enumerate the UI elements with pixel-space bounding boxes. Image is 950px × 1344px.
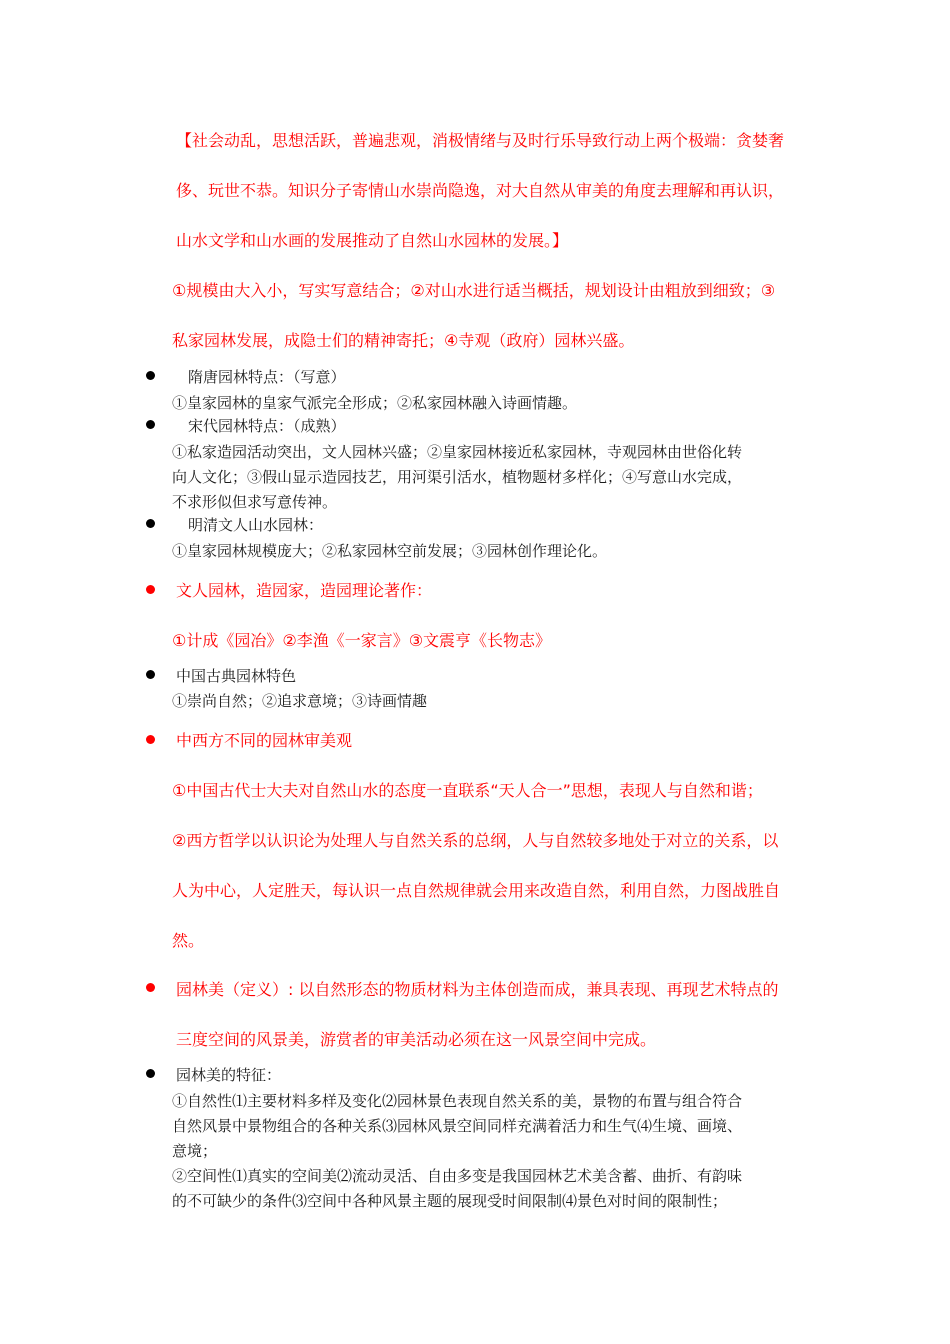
bullet-dot [146,735,155,744]
song-line-3: 不求形似但求写意传神。 [172,493,338,511]
features-line-3: 意境； [172,1142,218,1160]
bullet-dot [146,585,155,594]
song-line-2: 向人文化；③假山显示造园技艺，用河渠引活水，植物题材多样化；④写意山水完成， [172,468,743,486]
intro-line-3: 山水文学和山水画的发展推动了自然山水园林的发展。】 [176,231,569,250]
intro-line-2: 侈、玩世不恭。知识分子寄情山水崇尚隐逸，对大自然从审美的角度去理解和再认识， [176,181,785,200]
song-line-1: ①私家造园活动突出，文人园林兴盛；②皇家园林接近私家园林，寺观园林由世俗化转 [172,443,743,461]
intro-line-5: 私家园林发展，成隐士们的精神寄托；④寺观（政府）园林兴盛。 [172,331,635,350]
garden-beauty-features-title: 园林美的特征： [176,1066,282,1084]
garden-beauty-def-line-1: 园林美（定义）: 以自然形态的物质材料为主体创造而成，兼具表现、再现艺术特点的 [176,980,779,999]
ming-qing-body: ①皇家园林规模庞大；②私家园林空前发展；③园林创作理论化。 [172,542,608,560]
bullet-dot [146,519,155,528]
sui-tang-body: ①皇家园林的皇家气派完全形成；②私家园林融入诗画情趣。 [172,394,578,412]
sui-tang-title: 隋唐园林特点：（写意） [188,368,346,386]
features-line-4: ②空间性⑴真实的空间美⑵流动灵活、自由多变是我国园林艺术美含蓄、曲折、有韵味 [172,1167,743,1185]
intro-line-4: ①规模由大入小，写实写意结合；②对山水进行适当概括，规划设计由粗放到细致；③ [172,281,776,300]
intro-line-1: 【社会动乱，思想活跃，普遍悲观，消极情绪与及时行乐导致行动上两个极端：贪婪奢 [176,131,785,150]
bullet-dot [146,983,155,992]
bullet-dot [146,371,155,380]
bullet-dot [146,670,155,679]
features-line-2: 自然风景中景物组合的各种关系⑶园林风景空间同样充满着活力和生气⑷生境、画境、 [172,1117,743,1135]
literati-body: ①计成《园冶》②李渔《一家言》③文震亨《长物志》 [172,631,552,650]
ming-qing-title: 明清文人山水园林： [188,516,324,534]
east-west-line-4: 然。 [172,931,205,950]
literati-title: 文人园林，造园家，造园理论著作： [176,581,433,600]
features-line-1: ①自然性⑴主要材料多样及变化⑵园林景色表现自然关系的美，景物的布置与组合符合 [172,1092,743,1110]
east-west-title: 中西方不同的园林审美观 [176,731,353,750]
bullet-dot [146,420,155,429]
east-west-line-1: ①中国古代士大夫对自然山水的态度一直联系“天人合一”思想，表现人与自然和谐； [172,781,763,800]
chinese-classical-body: ①崇尚自然；②追求意境；③诗画情趣 [172,692,428,710]
east-west-line-2: ②西方哲学以认识论为处理人与自然关系的总纲，人与自然较多地处于对立的关系，以 [172,831,779,850]
features-line-5: 的不可缺少的条件⑶空间中各种风景主题的展现受时间限制⑷景色对时间的限制性； [172,1192,728,1210]
bullet-dot [146,1069,155,1078]
song-title: 宋代园林特点：（成熟） [188,417,346,435]
east-west-line-3: 人为中心，人定胜天，每认识一点自然规律就会用来改造自然，利用自然，力图战胜自 [172,881,781,900]
chinese-classical-title: 中国古典园林特色 [176,667,297,685]
garden-beauty-def-line-2: 三度空间的风景美，游赏者的审美活动必须在这一风景空间中完成。 [176,1030,657,1049]
